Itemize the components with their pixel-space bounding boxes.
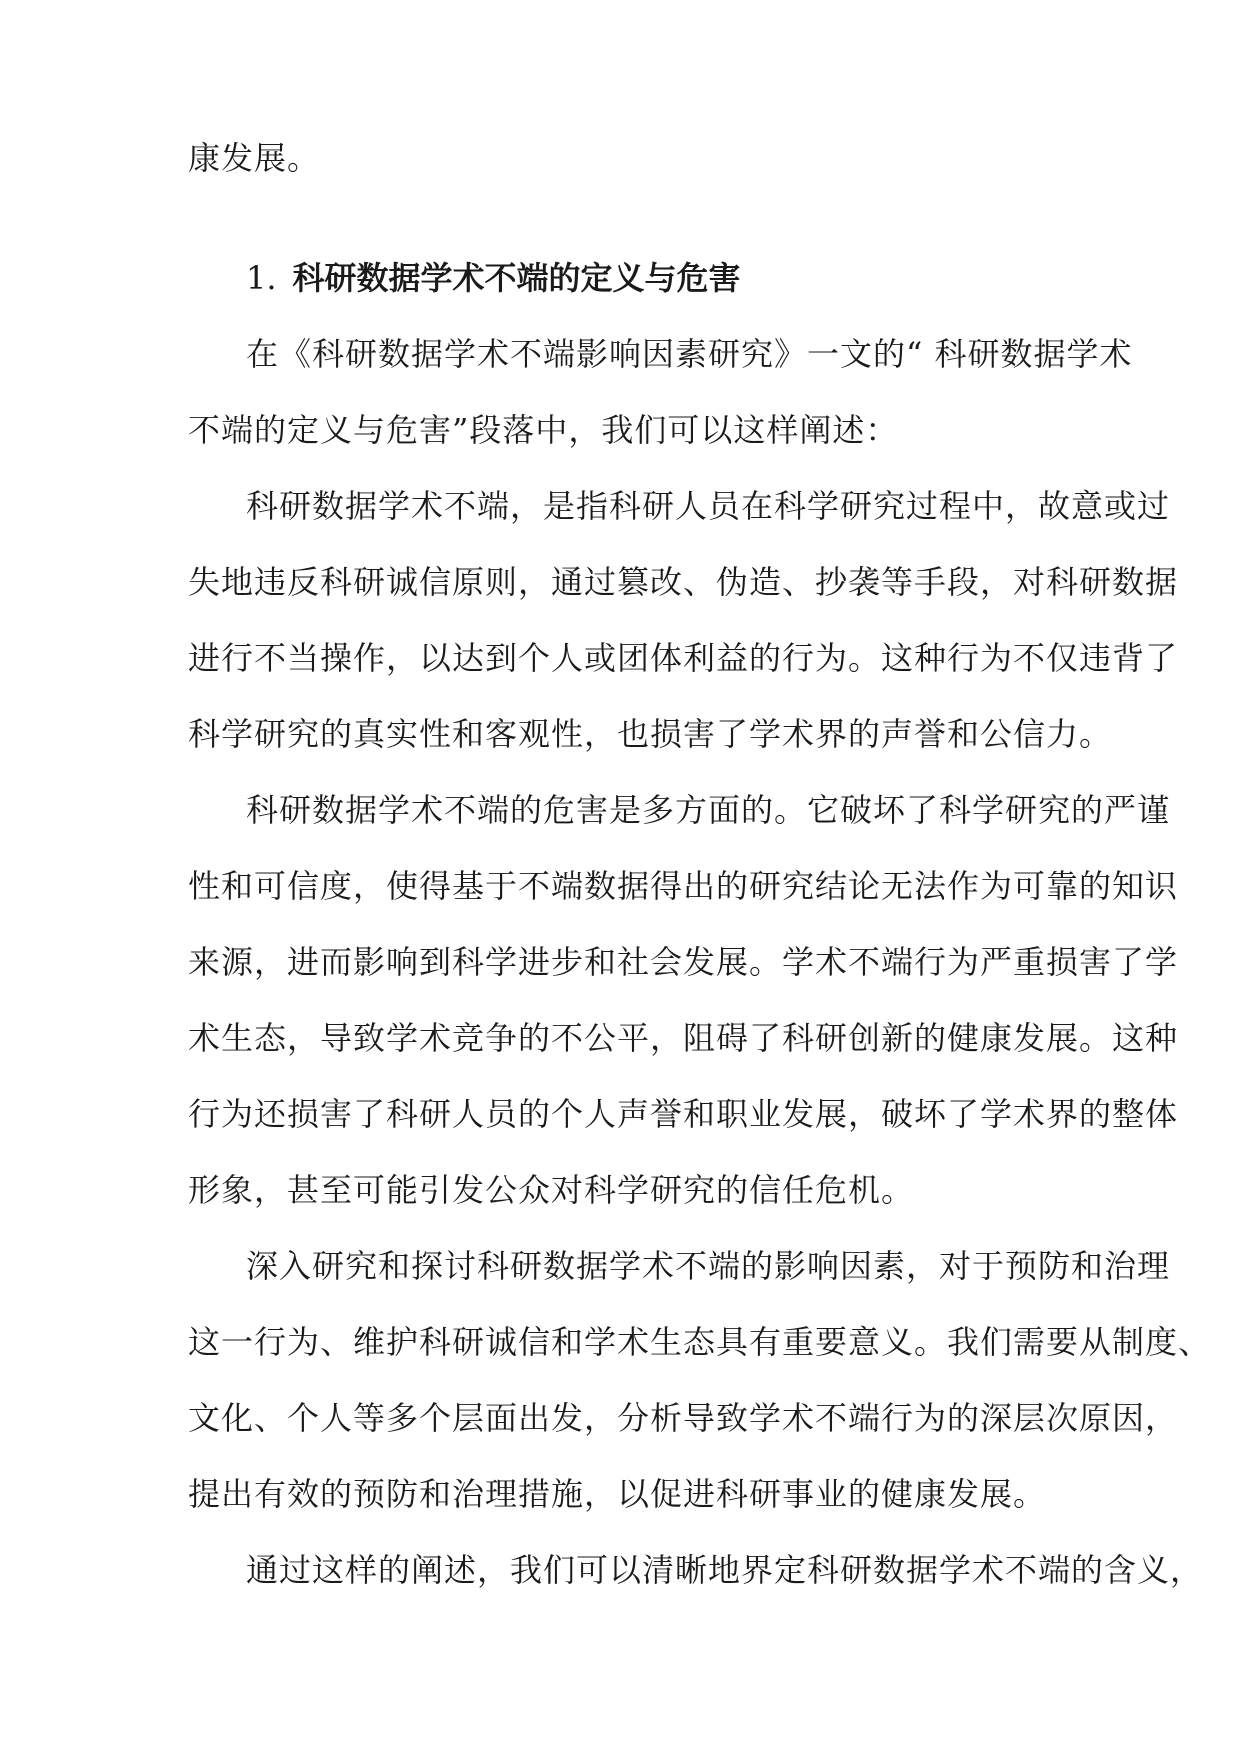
- paragraph-4-line-2: 这一行为、维护科研诚信和学术生态具有重要意义。我们需要从制度、: [188, 1323, 1212, 1361]
- paragraph-1-line-1: 在《科研数据学术不端影响因素研究》一文的“ 科研数据学术: [246, 335, 1133, 373]
- paragraph-2-line-3: 进行不当操作，以达到个人或团体利益的行为。这种行为不仅违背了: [188, 639, 1179, 677]
- section-heading: [246, 258, 741, 298]
- paragraph-4-line-1: 深入研究和探讨科研数据学术不端的影响因素，对于预防和治理: [246, 1247, 1171, 1285]
- paragraph-3-line-4: 术生态，导致学术竞争的不公平，阻碍了科研创新的健康发展。这种: [188, 1019, 1179, 1057]
- paragraph-3-line-3: 来源，进而影响到科学进步和社会发展。学术不端行为严重损害了学: [188, 943, 1179, 981]
- paragraph-1-line-2: 不端的定义与危害”段落中，我们可以这样阐述：: [188, 411, 899, 449]
- continuation-text: 康发展。: [188, 139, 321, 177]
- section-number: 1.: [246, 259, 277, 297]
- paragraph-2-line-2: 失地违反科研诚信原则，通过篡改、伪造、抄袭等手段，对科研数据: [188, 563, 1179, 601]
- paragraph-3-line-2: 性和可信度，使得基于不端数据得出的研究结论无法作为可靠的知识: [188, 867, 1179, 905]
- paragraph-3-line-5: 行为还损害了科研人员的个人声誉和职业发展，破坏了学术界的整体: [188, 1095, 1179, 1133]
- paragraph-5-line-1: 通过这样的阐述，我们可以清晰地界定科研数据学术不端的含义，: [246, 1551, 1204, 1589]
- paragraph-2-line-1: 科研数据学术不端，是指科研人员在科学研究过程中，故意或过: [246, 487, 1171, 525]
- paragraph-3-line-1: 科研数据学术不端的危害是多方面的。它破坏了科学研究的严谨: [246, 791, 1171, 829]
- paragraph-4-line-4: 提出有效的预防和治理措施，以促进科研事业的健康发展。: [188, 1475, 1047, 1513]
- paragraph-4-line-3: 文化、个人等多个层面出发，分析导致学术不端行为的深层次原因，: [188, 1399, 1179, 1437]
- section-title: 科研数据学术不端的定义与危害: [292, 259, 741, 297]
- paragraph-3-line-6: 形象，甚至可能引发公众对科学研究的信任危机。: [188, 1171, 915, 1209]
- paragraph-2-line-4: 科学研究的真实性和客观性，也损害了学术界的声誉和公信力。: [188, 715, 1113, 753]
